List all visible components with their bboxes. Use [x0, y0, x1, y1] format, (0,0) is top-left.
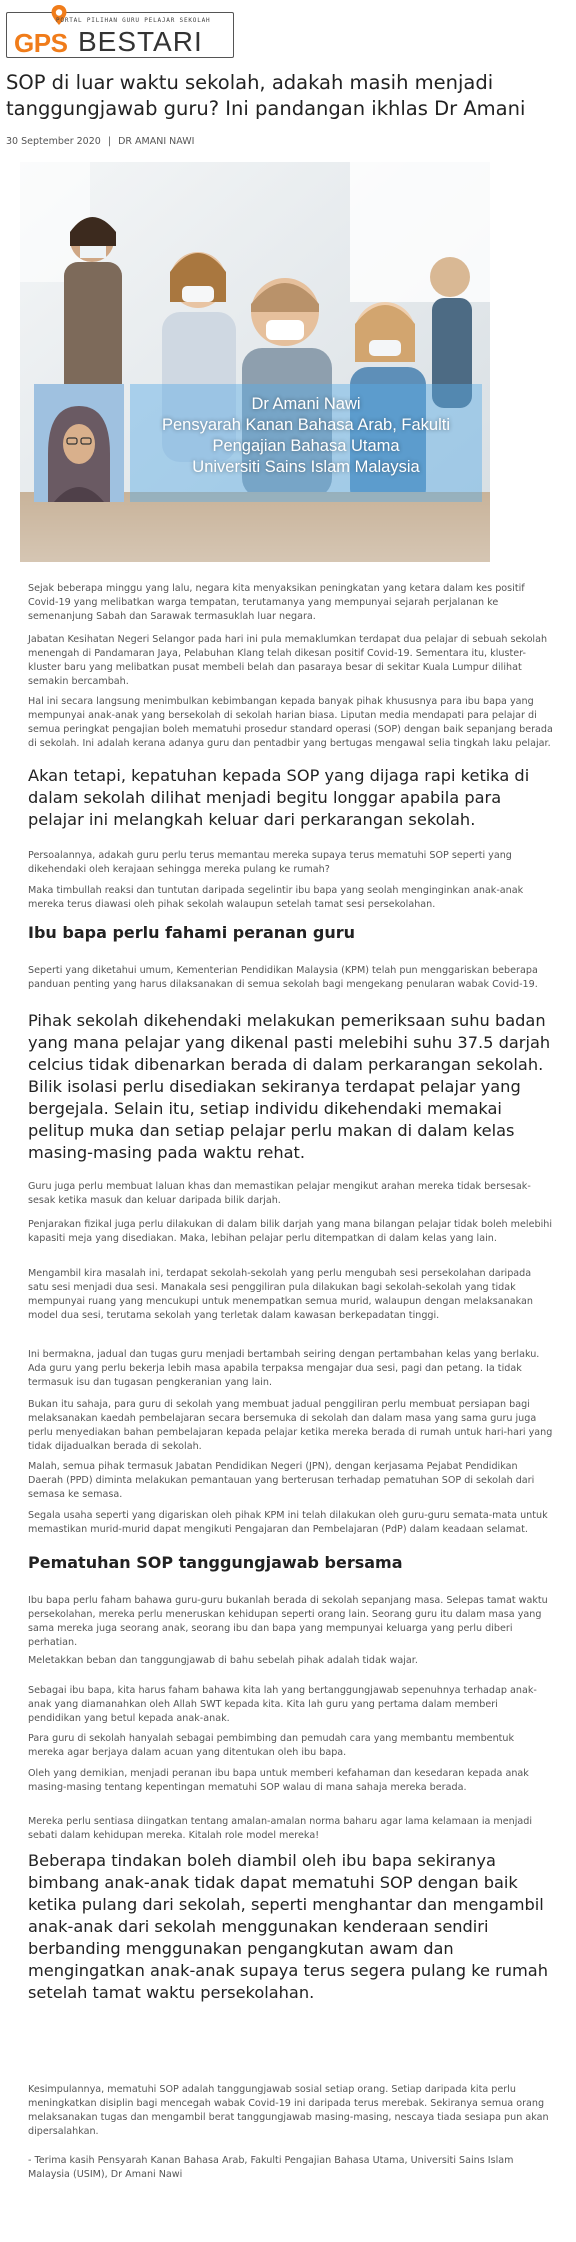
- paragraph: Penjarakan fizikal juga perlu dilakukan di dalam bilik darjah yang mana bilangan pelajar tidak boleh melebihi kapasiti meja yang disediakan. Maka, lebihan pelajar perlu ditempatkan di dalam kelas yang lain.: [28, 1219, 552, 1244]
- logo-bestari-text: BESTARI: [78, 26, 203, 57]
- logo-tagline: PORTAL PILIHAN GURU PELAJAR SEKOLAH: [56, 17, 211, 24]
- article-title: SOP di luar waktu sekolah, adakah masih menjadi tanggungjawab guru? Ini pandangan ikhlas Dr Amani: [6, 71, 526, 120]
- section-heading: Ibu bapa perlu fahami peranan guru: [28, 923, 356, 942]
- pull-quote: Beberapa tindakan boleh diambil oleh ibu bapa sekiranya bimbang anak-anak tidak dapat mematuhi SOP dengan baik ketika pulang dari sekolah, seperti menghantar dan mengambil anak-anak dari sekolah menggunakan kenderaan sendiri berbanding menggunakan pengangkutan awam dan mengingatkan anak-anak supaya terus segera pulang ke rumah setelah tamat waktu persekolahan.: [28, 1851, 548, 2002]
- paragraph: Sejak beberapa minggu yang lalu, negara kita menyaksikan peningkatan yang ketara dalam kes positif Covid-19 yang melibatkan warga tempatan, terutamanya yang mempunyai sejarah perjalanan ke semenanjung Sabah dan Sarawak termasuklah luar negara.: [28, 583, 525, 622]
- paragraph: Persoalannya, adakah guru perlu terus memantau mereka supaya terus mematuhi SOP seperti yang dikehendaki oleh kerajaan sehingga mereka pulang ke rumah?: [28, 850, 512, 875]
- hero-caption: [130, 384, 482, 502]
- caption-line: Dr Amani Nawi: [251, 395, 361, 413]
- paragraph: Meletakkan beban dan tanggungjawab di bahu sebelah pihak adalah tidak wajar.: [28, 1655, 418, 1666]
- caption-line: Pengajian Bahasa Utama: [212, 437, 400, 455]
- section-heading: Pematuhan SOP tanggungjawab bersama: [28, 1553, 403, 1572]
- author-credit: - Terima kasih Pensyarah Kanan Bahasa Arab, Fakulti Pengajian Bahasa Utama, Universiti Sains Islam Malaysia (USIM), Dr Amani Nawi: [28, 2155, 514, 2180]
- paragraph: Jabatan Kesihatan Negeri Selangor pada hari ini pula memaklumkan terdapat dua pelajar di sebuah sekolah menengah di Pandamaran Jaya, Pelabuhan Klang telah dikesan positif Covid-19. Sementara itu, kluster-kluster baru yang melibatkan pusat membeli belah dan pasaraya besar di sekitar Kuala Lumpur dilihat semakin bercambah.: [28, 634, 548, 687]
- paragraph: Ibu bapa perlu faham bahawa guru-guru bukanlah berada di sekolah sepanjang masa. Selepas tamat waktu persekolahan, mereka perlu meneruskan kehidupan seperti orang lain. Seorang guru itu dalam masa yang sama mereka juga seorang anak, seorang ibu dan bapa yang mempunyai keluarga yang perlu diberi perhatian.: [28, 1595, 548, 1648]
- paragraph: Hal ini secara langsung menimbulkan kebimbangan kepada banyak pihak khususnya para ibu bapa yang mempunyai anak-anak yang bersekolah di sekolah harian biasa. Liputan media mendapati para pelajar di semua peringkat pengajian boleh mematuhi prosedur standard operasi (SOP) dengan baik sepanjang berada di sekolah. Ini adalah kerana adanya guru dan pentadbir yang bertugas mengawal selia tingkah laku pelajar.: [28, 696, 553, 749]
- paragraph: Ini bermakna, jadual dan tugas guru menjadi bertambah seiring dengan pertambahan kelas yang berlaku. Ada guru yang perlu bekerja lebih masa apabila terpaksa mengajar dua sesi, pagi dan petang. Ia tidak termasuk isu dan tugasan pengkeranian yang lain.: [28, 1349, 540, 1388]
- paragraph: Bukan itu sahaja, para guru di sekolah yang membuat jadual penggiliran perlu membuat persiapan bagi melaksanakan kaedah pembelajaran secara bersemuka di sekolah dan dalam masa yang sama guru juga perlu menyediakan bahan pembelajaran kepada pelajar ketika mereka berada di rumah untuk hari-hari yang tidak dijadualkan berada di sekolah.: [28, 1399, 553, 1452]
- paragraph: Seperti yang diketahui umum, Kementerian Pendidikan Malaysia (KPM) telah pun menggariskan beberapa panduan penting yang harus dilaksanakan di semua sekolah bagi mengekang penularan wabak Covid-19.: [28, 965, 538, 990]
- paragraph: Mereka perlu sentiasa diingatkan tentang amalan-amalan norma baharu agar lama kelamaan ia menjadi sebati dalam kehidupan mereka. Kitalah role model mereka!: [28, 1816, 533, 1841]
- paragraph: Maka timbullah reaksi dan tuntutan daripada segelintir ibu bapa yang seolah menginginkan anak-anak mereka terus diawasi oleh pihak sekolah walaupun setelah tamat sesi persekolahan.: [28, 885, 524, 910]
- paragraph: Segala usaha seperti yang digariskan oleh pihak KPM ini telah dilakukan oleh guru-guru semata-mata untuk memastikan murid-murid dapat mengikuti Pengajaran dan Pembelajaran (PdP) dalam keadaan selamat.: [28, 1510, 548, 1535]
- pull-quote: Pihak sekolah dikehendaki melakukan pemeriksaan suhu badan yang mana pelajar yang dikenal pasti melebihi suhu 37.5 darjah celcius tidak dibenarkan berada di dalam perkarangan sekolah. Bilik isolasi perlu disediakan sekiranya terdapat pelajar yang bergejala. Selain itu, setiap individu dikehendaki memakai pelitup muka dan setiap pelajar perlu makan di dalam kelas masing-masing pada waktu rehat.: [28, 1011, 551, 1162]
- caption-line: Pensyarah Kanan Bahasa Arab, Fakulti: [161, 416, 451, 434]
- hijab-portrait-icon: [34, 384, 124, 502]
- paragraph: Oleh yang demikian, menjadi peranan ibu bapa untuk memberi kefahaman dan kesedaran kepada anak masing-masing tentang kepentingan mematuhi SOP walau di mana sahaja mereka berada.: [28, 1768, 529, 1793]
- paragraph: Mengambil kira masalah ini, terdapat sekolah-sekolah yang perlu mengubah sesi persekolahan daripada satu sesi menjadi dua sesi. Manakala sesi penggiliran pula dilakukan bagi sekolah-sekolah yang tidak mempunyai ruang yang mencukupi untuk menempatkan semua murid, walaupun dengan melaksanakan model dua sesi, terutama sekolah yang terletak dalam kawasan berkepadatan tinggi.: [28, 1268, 533, 1321]
- author-portrait: [34, 384, 124, 502]
- caption-line: Universiti Sains Islam Malaysia: [192, 458, 420, 476]
- article-date: 30 September 2020: [6, 136, 101, 147]
- paragraph: Para guru di sekolah hanyalah sebagai pembimbing dan pemudah cara yang membantu membentuk mereka agar berjaya dalam acuan yang ditentukan oleh ibu bapa.: [28, 1733, 515, 1758]
- hero-image: [20, 162, 490, 562]
- meta-separator: |: [107, 136, 112, 147]
- logo-gps-text: GPS: [14, 28, 68, 58]
- paragraph: Malah, semua pihak termasuk Jabatan Pendidikan Negeri (JPN), dengan kerjasama Pejabat Pendidikan Daerah (PPD) diminta melakukan pemantauan yang berterusan terhadap pematuhan SOP di sekolah dari semasa ke semasa.: [28, 1461, 535, 1500]
- article-meta: [6, 136, 198, 147]
- article-author[interactable]: DR AMANI NAWI: [118, 136, 195, 147]
- paragraph: Sebagai ibu bapa, kita harus faham bahawa kita lah yang bertanggungjawab sepenuhnya terhadap anak-anak yang diamanahkan oleh Allah SWT kepada kita. Kita lah guru yang pertama dalam memberi pendidikan yang betul kepada anak-anak.: [28, 1685, 537, 1724]
- paragraph: Guru juga perlu membuat laluan khas dan memastikan pelajar mengikut arahan mereka tidak bersesak-sesak ketika masuk dan keluar daripada bilik darjah.: [28, 1181, 531, 1206]
- site-logo[interactable]: [6, 4, 236, 60]
- pull-quote: Akan tetapi, kepatuhan kepada SOP yang dijaga rapi ketika di dalam sekolah dilihat menjadi begitu longgar apabila para pelajar ini melangkah keluar dari perkarangan sekolah.: [28, 766, 530, 829]
- paragraph: Kesimpulannya, mematuhi SOP adalah tanggungjawab sosial setiap orang. Setiap daripada kita perlu meningkatkan disiplin bagi mencegah wabak Covid-19 ini daripada terus merebak. Sekiranya semua orang melaksanakan tugas dan mengambil berat tanggungjawab masing-masing, nescaya tiada sesiapa pun akan dipersalahkan.: [28, 2084, 549, 2137]
